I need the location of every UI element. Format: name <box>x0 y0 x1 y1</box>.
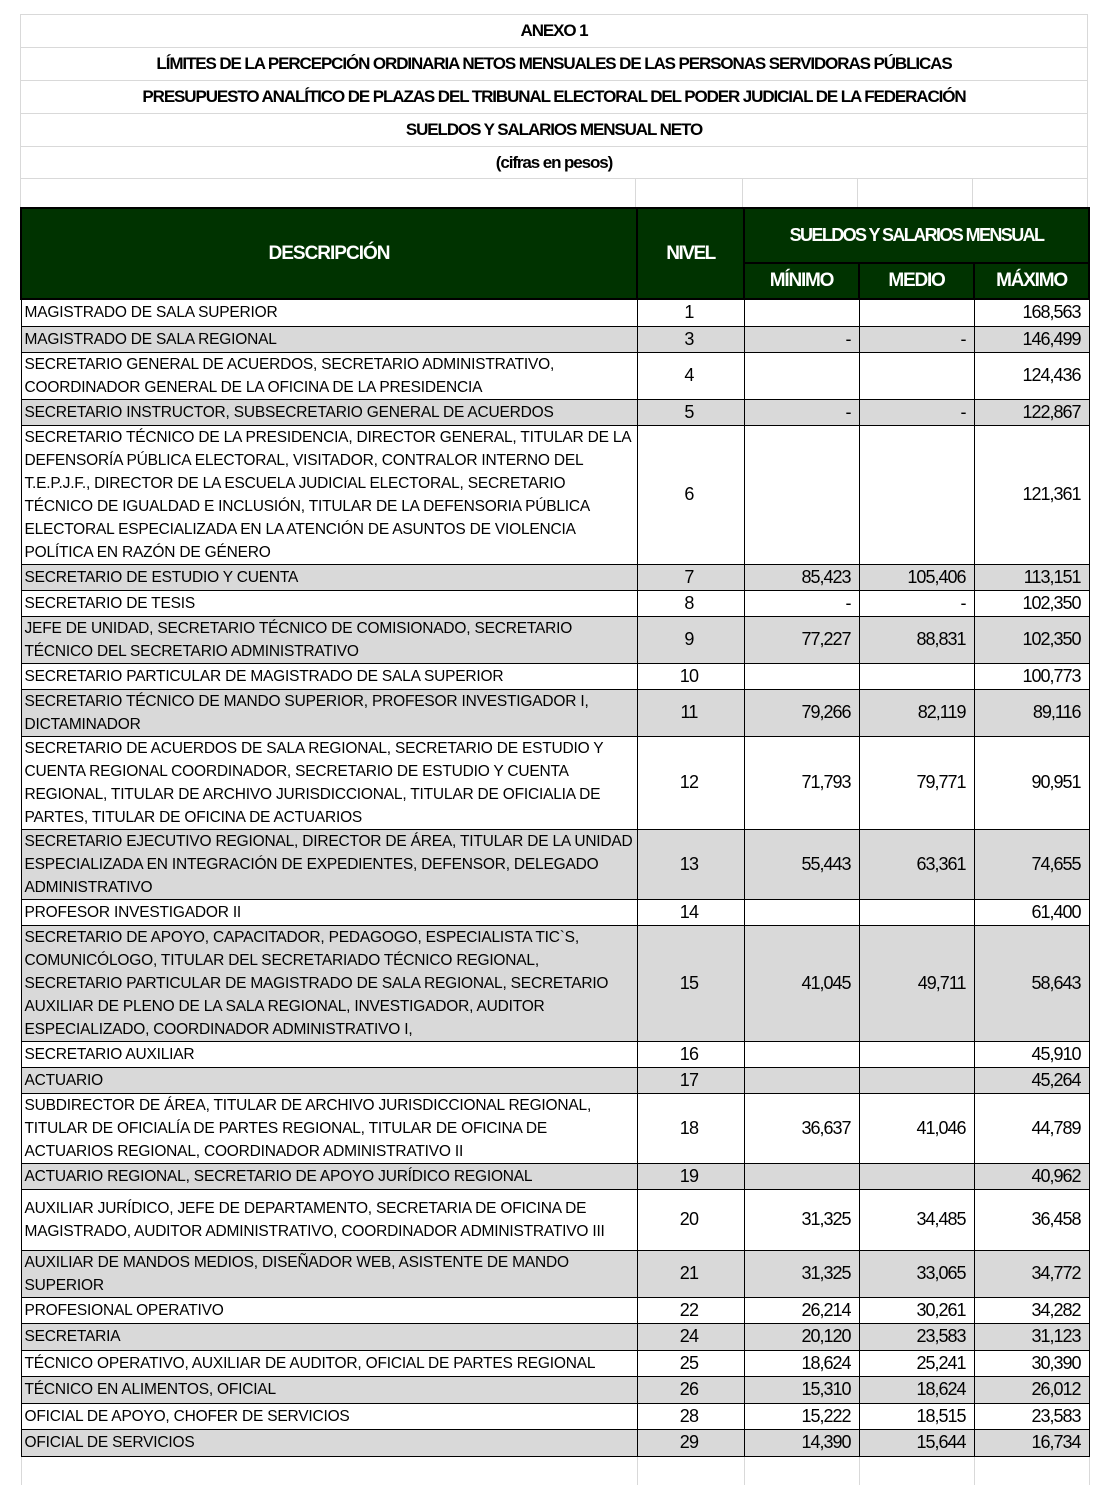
cell-minimo: 36,637 <box>744 1093 859 1163</box>
cell-maximo: 31,123 <box>974 1323 1089 1350</box>
empty-cell <box>858 179 973 207</box>
cell-maximo: 34,282 <box>974 1297 1089 1323</box>
cell-medio: 23,583 <box>859 1323 974 1350</box>
cell-nivel: 18 <box>637 1093 744 1163</box>
cell-medio: 30,261 <box>859 1297 974 1323</box>
empty-cell <box>973 179 1088 207</box>
table-row <box>21 564 1089 590</box>
table-row <box>21 1189 1089 1250</box>
column-header-minimo: MÍNIMO <box>744 263 859 299</box>
cell-minimo <box>744 1067 859 1093</box>
cell-descripcion: OFICIAL DE SERVICIOS <box>21 1429 637 1456</box>
table-row <box>21 1041 1089 1067</box>
cell-descripcion: SUBDIRECTOR DE ÁREA, TITULAR DE ARCHIVO JURISDICCIONAL REGIONAL, TITULAR DE OFICIALÍA DE PARTES REGIONAL, TITULAR DE OFICINA DE ACTUARIOS REGIONAL, COORDINADOR ADMINISTRATIVO II <box>21 1093 637 1163</box>
cell-descripcion: SECRETARIO EJECUTIVO REGIONAL, DIRECTOR DE ÁREA, TITULAR DE LA UNIDAD ESPECIALIZADA EN INTEGRACIÓN DE EXPEDIENTES, DEFENSOR, DELEGADO ADMINISTRATIVO <box>21 829 637 899</box>
units-note: (cifras en pesos) <box>20 146 1088 179</box>
table-row <box>21 425 1089 564</box>
cell-descripcion: ACTUARIO REGIONAL, SECRETARIO DE APOYO JURÍDICO REGIONAL <box>21 1163 637 1189</box>
cell-maximo: 89,116 <box>974 689 1089 736</box>
cell-maximo: 44,789 <box>974 1093 1089 1163</box>
cell-minimo: 71,793 <box>744 736 859 829</box>
cell-nivel: 14 <box>637 899 744 925</box>
cell-minimo: 20,120 <box>744 1323 859 1350</box>
cell-descripcion: JEFE DE UNIDAD, SECRETARIO TÉCNICO DE COMISIONADO, SECRETARIO TÉCNICO DEL SECRETARIO ADMINISTRATIVO <box>21 616 637 663</box>
cell-descripcion: SECRETARIO DE ACUERDOS DE SALA REGIONAL, SECRETARIO DE ESTUDIO Y CUENTA REGIONAL COORDINADOR, SECRETARIO DE ESTUDIO Y CUENTA REGIONAL, TITULAR DE ARCHIVO JURISDICCIONAL, TITULAR DE OFICIALIA DE PARTES, TITULAR DE OFICINA DE ACTUARIOS <box>21 736 637 829</box>
cell-medio: 79,771 <box>859 736 974 829</box>
cell-maximo: 26,012 <box>974 1376 1089 1403</box>
table-row <box>21 590 1089 616</box>
cell-nivel: 15 <box>637 925 744 1041</box>
cell-minimo <box>744 425 859 564</box>
cell-medio: 63,361 <box>859 829 974 899</box>
cell-nivel: 19 <box>637 1163 744 1189</box>
cell-maximo: 74,655 <box>974 829 1089 899</box>
cell-minimo: 31,325 <box>744 1250 859 1297</box>
cell-medio <box>859 425 974 564</box>
cell-nivel: 1 <box>637 299 744 326</box>
cell-maximo: 45,910 <box>974 1041 1089 1067</box>
document-title-line-2: PRESUPUESTO ANALÍTICO DE PLAZAS DEL TRIBUNAL ELECTORAL DEL PODER JUDICIAL DE LA FEDERACIÓN <box>20 80 1088 113</box>
cell-nivel: 25 <box>637 1350 744 1376</box>
table-row <box>21 829 1089 899</box>
table-row <box>21 925 1089 1041</box>
table-row <box>21 1403 1089 1429</box>
cell-medio <box>859 1041 974 1067</box>
cell-medio: 82,119 <box>859 689 974 736</box>
table-row <box>21 689 1089 736</box>
cell-maximo: 124,436 <box>974 352 1089 399</box>
column-header-maximo: MÁXIMO <box>974 263 1089 299</box>
cell-nivel: 9 <box>637 616 744 663</box>
cell-minimo <box>744 1163 859 1189</box>
annex-title: ANEXO 1 <box>20 14 1088 47</box>
cell-minimo <box>744 299 859 326</box>
empty-cell <box>743 179 858 207</box>
cell-medio: 49,711 <box>859 925 974 1041</box>
cell-medio: 25,241 <box>859 1350 974 1376</box>
cell-minimo: 55,443 <box>744 829 859 899</box>
cell-medio: 105,406 <box>859 564 974 590</box>
cell-nivel: 20 <box>637 1189 744 1250</box>
cell-minimo: - <box>744 326 859 352</box>
cell-descripcion: ACTUARIO <box>21 1067 637 1093</box>
cell-descripcion: SECRETARIO DE ESTUDIO Y CUENTA <box>21 564 637 590</box>
blank-row <box>21 1456 1089 1485</box>
table-row <box>21 1350 1089 1376</box>
cell-maximo: 90,951 <box>974 736 1089 829</box>
cell-minimo: 41,045 <box>744 925 859 1041</box>
cell-descripcion: SECRETARIO DE APOYO, CAPACITADOR, PEDAGOGO, ESPECIALISTA TIC`S, COMUNICÓLOGO, TITULAR DEL SECRETARIADO TÉCNICO REGIONAL, SECRETARIO PARTICULAR DE MAGISTRADO DE SALA REGIONAL, SECRETARIO AUXILIAR DE PLENO DE LA SALA REGIONAL, INVESTIGADOR, AUDITOR ESPECIALIZADO, COORDINADOR ADMINISTRATIVO I, <box>21 925 637 1041</box>
table-row <box>21 326 1089 352</box>
document-title-line-3: SUELDOS Y SALARIOS MENSUAL NETO <box>20 113 1088 146</box>
table-row <box>21 1297 1089 1323</box>
cell-maximo: 100,773 <box>974 663 1089 689</box>
cell-descripcion: SECRETARIO TÉCNICO DE LA PRESIDENCIA, DIRECTOR GENERAL, TITULAR DE LA DEFENSORÍA PÚBLICA ELECTORAL, VISITADOR, CONTRALOR INTERNO DEL T.E.P.J.F., DIRECTOR DE LA ESCUELA JUDICIAL ELECTORAL, SECRETARIO TÉCNICO DE IGUALDAD E INCLUSIÓN, TITULAR DE LA DEFENSORIA PÚBLICA ELECTORAL ESPECIALIZADA EN LA ATENCIÓN DE ASUNTOS DE VIOLENCIA POLÍTICA EN RAZÓN DE GÉNERO <box>21 425 637 564</box>
cell-descripcion: TÉCNICO OPERATIVO, AUXILIAR DE AUDITOR, OFICIAL DE PARTES REGIONAL <box>21 1350 637 1376</box>
document-title-line-1: LÍMITES DE LA PERCEPCIÓN ORDINARIA NETOS MENSUALES DE LAS PERSONAS SERVIDORAS PÚBLICAS <box>20 47 1088 80</box>
cell-nivel: 8 <box>637 590 744 616</box>
column-header-nivel: NIVEL <box>637 208 744 299</box>
cell-maximo: 168,563 <box>974 299 1089 326</box>
cell-minimo: 85,423 <box>744 564 859 590</box>
cell-maximo: 40,962 <box>974 1163 1089 1189</box>
cell-maximo: 23,583 <box>974 1403 1089 1429</box>
empty-cell <box>859 1456 974 1485</box>
cell-medio: 15,644 <box>859 1429 974 1456</box>
cell-medio: 18,515 <box>859 1403 974 1429</box>
salary-table <box>20 207 1090 1485</box>
cell-minimo: 15,310 <box>744 1376 859 1403</box>
empty-cell <box>21 1456 637 1485</box>
cell-nivel: 6 <box>637 425 744 564</box>
table-row <box>21 1163 1089 1189</box>
cell-descripcion: SECRETARIA <box>21 1323 637 1350</box>
cell-maximo: 30,390 <box>974 1350 1089 1376</box>
cell-nivel: 7 <box>637 564 744 590</box>
cell-nivel: 11 <box>637 689 744 736</box>
header-row-top <box>21 208 1089 263</box>
table-row <box>21 399 1089 425</box>
cell-maximo: 45,264 <box>974 1067 1089 1093</box>
cell-maximo: 102,350 <box>974 590 1089 616</box>
cell-descripcion: AUXILIAR JURÍDICO, JEFE DE DEPARTAMENTO, SECRETARIA DE OFICINA DE MAGISTRADO, AUDITOR ADMINISTRATIVO, COORDINADOR ADMINISTRATIVO III <box>21 1189 637 1250</box>
cell-nivel: 24 <box>637 1323 744 1350</box>
cell-medio <box>859 1163 974 1189</box>
cell-medio: 88,831 <box>859 616 974 663</box>
cell-maximo: 34,772 <box>974 1250 1089 1297</box>
cell-maximo: 122,867 <box>974 399 1089 425</box>
empty-cell <box>974 1456 1089 1485</box>
cell-descripcion: MAGISTRADO DE SALA SUPERIOR <box>21 299 637 326</box>
cell-maximo: 121,361 <box>974 425 1089 564</box>
cell-minimo <box>744 1041 859 1067</box>
annex-sheet <box>20 14 1088 1485</box>
cell-descripcion: SECRETARIO DE TESIS <box>21 590 637 616</box>
cell-minimo: 18,624 <box>744 1350 859 1376</box>
table-row <box>21 1323 1089 1350</box>
cell-maximo: 58,643 <box>974 925 1089 1041</box>
cell-nivel: 17 <box>637 1067 744 1093</box>
empty-cell <box>744 1456 859 1485</box>
table-row <box>21 736 1089 829</box>
cell-descripcion: SECRETARIO INSTRUCTOR, SUBSECRETARIO GENERAL DE ACUERDOS <box>21 399 637 425</box>
cell-descripcion: SECRETARIO AUXILIAR <box>21 1041 637 1067</box>
cell-minimo: 26,214 <box>744 1297 859 1323</box>
cell-medio: 41,046 <box>859 1093 974 1163</box>
cell-medio: - <box>859 326 974 352</box>
cell-nivel: 12 <box>637 736 744 829</box>
table-row <box>21 663 1089 689</box>
spacer-row <box>20 179 1088 207</box>
cell-minimo: 14,390 <box>744 1429 859 1456</box>
table-row <box>21 1429 1089 1456</box>
cell-minimo <box>744 352 859 399</box>
column-group-header-salaries: SUELDOS Y SALARIOS MENSUAL <box>744 208 1089 263</box>
cell-nivel: 4 <box>637 352 744 399</box>
table-row <box>21 1250 1089 1297</box>
cell-descripcion: SECRETARIO PARTICULAR DE MAGISTRADO DE SALA SUPERIOR <box>21 663 637 689</box>
cell-minimo <box>744 663 859 689</box>
empty-cell <box>20 179 636 207</box>
cell-medio <box>859 352 974 399</box>
cell-descripcion: PROFESOR INVESTIGADOR II <box>21 899 637 925</box>
cell-nivel: 26 <box>637 1376 744 1403</box>
cell-medio: - <box>859 590 974 616</box>
cell-minimo: - <box>744 590 859 616</box>
cell-minimo: 15,222 <box>744 1403 859 1429</box>
cell-descripcion: PROFESIONAL OPERATIVO <box>21 1297 637 1323</box>
cell-medio <box>859 663 974 689</box>
cell-descripcion: SECRETARIO TÉCNICO DE MANDO SUPERIOR, PROFESOR INVESTIGADOR I, DICTAMINADOR <box>21 689 637 736</box>
cell-nivel: 5 <box>637 399 744 425</box>
cell-nivel: 10 <box>637 663 744 689</box>
cell-maximo: 61,400 <box>974 899 1089 925</box>
cell-minimo: 79,266 <box>744 689 859 736</box>
table-row <box>21 299 1089 326</box>
cell-maximo: 102,350 <box>974 616 1089 663</box>
cell-descripcion: MAGISTRADO DE SALA REGIONAL <box>21 326 637 352</box>
cell-medio <box>859 299 974 326</box>
table-row <box>21 1376 1089 1403</box>
cell-nivel: 3 <box>637 326 744 352</box>
cell-medio: 34,485 <box>859 1189 974 1250</box>
cell-medio: - <box>859 399 974 425</box>
cell-descripcion: AUXILIAR DE MANDOS MEDIOS, DISEÑADOR WEB, ASISTENTE DE MANDO SUPERIOR <box>21 1250 637 1297</box>
empty-cell <box>637 1456 744 1485</box>
table-body <box>21 299 1089 1485</box>
cell-nivel: 28 <box>637 1403 744 1429</box>
table-row <box>21 616 1089 663</box>
cell-descripcion: OFICIAL DE APOYO, CHOFER DE SERVICIOS <box>21 1403 637 1429</box>
cell-nivel: 22 <box>637 1297 744 1323</box>
column-header-descripcion: DESCRIPCIÓN <box>21 208 637 299</box>
cell-minimo: 77,227 <box>744 616 859 663</box>
table-row <box>21 899 1089 925</box>
cell-maximo: 113,151 <box>974 564 1089 590</box>
cell-minimo: 31,325 <box>744 1189 859 1250</box>
cell-medio: 18,624 <box>859 1376 974 1403</box>
cell-medio <box>859 899 974 925</box>
cell-minimo <box>744 899 859 925</box>
cell-maximo: 16,734 <box>974 1429 1089 1456</box>
cell-nivel: 21 <box>637 1250 744 1297</box>
cell-maximo: 146,499 <box>974 326 1089 352</box>
cell-medio: 33,065 <box>859 1250 974 1297</box>
cell-nivel: 29 <box>637 1429 744 1456</box>
table-row <box>21 1093 1089 1163</box>
table-row <box>21 1067 1089 1093</box>
column-header-medio: MEDIO <box>859 263 974 299</box>
cell-maximo: 36,458 <box>974 1189 1089 1250</box>
empty-cell <box>636 179 743 207</box>
table-row <box>21 352 1089 399</box>
cell-descripcion: TÉCNICO EN ALIMENTOS, OFICIAL <box>21 1376 637 1403</box>
cell-minimo: - <box>744 399 859 425</box>
cell-nivel: 13 <box>637 829 744 899</box>
cell-medio <box>859 1067 974 1093</box>
cell-nivel: 16 <box>637 1041 744 1067</box>
cell-descripcion: SECRETARIO GENERAL DE ACUERDOS, SECRETARIO ADMINISTRATIVO, COORDINADOR GENERAL DE LA OFICINA DE LA PRESIDENCIA <box>21 352 637 399</box>
